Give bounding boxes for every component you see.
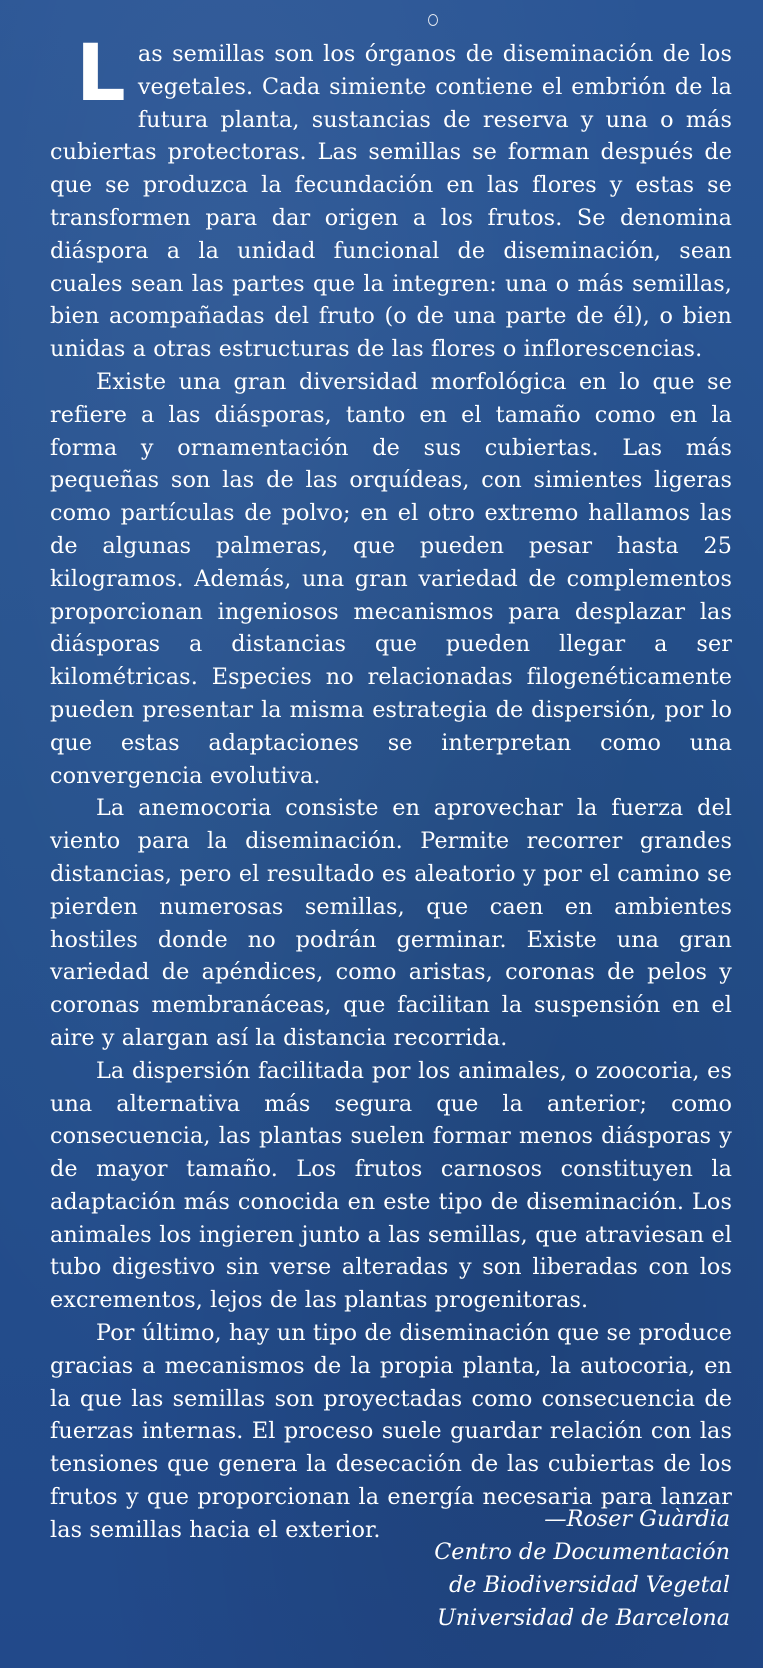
paragraph-1-text: as semillas son los órganos de diseminación de los vegetales. Cada simiente contiene el embrión de la futura planta, sustancias de reserva y una o más cubiertas protectoras. Las semillas se forman después de que se produzca la fecundación en las flores y estas se transformen para dar origen a los frutos. Se denomina diáspora a la unidad funcional de diseminación, sean cuales sean las partes que la integren: una o más semillas, bien acompañadas del fruto (o de una parte de él), o bien unidas a otras estructuras de las flores o inflorescencias. bbox=[50, 41, 732, 363]
paragraph-4: La dispersión facilitada por los animales, o zoocoria, es una alternativa más segura que la anterior; como consecuencia, las plantas suelen formar menos diásporas y de mayor tamaño. Los frutos carnosos constituyen la adaptación más conocida en este tipo de diseminación. Los animales los ingieren junto a las semillas, que atraviesan el tubo digestivo sin verse alteradas y son liberadas con los excrementos, lejos de las plantas progenitoras. bbox=[50, 1057, 732, 1314]
paragraph-5: Por último, hay un tipo de diseminación que se produce gracias a mecanismos de la propia planta, la autocoria, en la que las semillas son proyectadas como consecuencia de fuerzas internas. El proceso suele guardar relación con las tensiones que genera la desecación de las cubiertas de los frutos y que proporcionan la energía necesaria para lanzar las semillas hacia el exterior. bbox=[50, 1320, 732, 1543]
paragraph-1 bbox=[50, 29, 732, 366]
signature-block bbox=[434, 1503, 730, 1635]
drop-cap: L bbox=[76, 29, 126, 119]
signature-affiliation-line-2: de Biodiversidad Vegetal bbox=[449, 1572, 730, 1598]
signature-affiliation-line-3: Universidad de Barcelona bbox=[436, 1605, 730, 1631]
signature-author: —Roser Guàrdia bbox=[544, 1506, 730, 1532]
article-body bbox=[50, 29, 732, 1547]
page-mark bbox=[428, 14, 438, 26]
signature-affiliation-line-1: Centro de Documentación bbox=[434, 1539, 730, 1565]
paragraph-2: Existe una gran diversidad morfológica en lo que se refiere a las diásporas, tanto en el tamaño como en la forma y ornamentación de sus cubiertas. Las más pequeñas son las de las orquídeas, con simientes ligeras como partículas de polvo; en el otro extremo hallamos las de algunas palmeras, que pueden pesar hasta 25 kilogramos. Además, una gran variedad de complementos proporcionan ingeniosos mecanismos para desplazar las diásporas a distancias que pueden llegar a ser kilométricas. Especies no relacionadas filogenéticamente pueden presentar la misma estrategia de dispersión, por lo que estas adaptaciones se interpretan como una convergencia evolutiva. bbox=[50, 368, 732, 789]
paragraph-3: La anemocoria consiste en aprovechar la fuerza del viento para la diseminación. Permite recorrer grandes distancias, pero el resultado es aleatorio y por el camino se pierden numerosas semillas, que caen en ambientes hostiles donde no podrán germinar. Existe una gran variedad de apéndices, como aristas, coronas de pelos y coronas membranáceas, que facilitan la suspensión en el aire y alargan así la distancia recorrida. bbox=[50, 795, 732, 1051]
